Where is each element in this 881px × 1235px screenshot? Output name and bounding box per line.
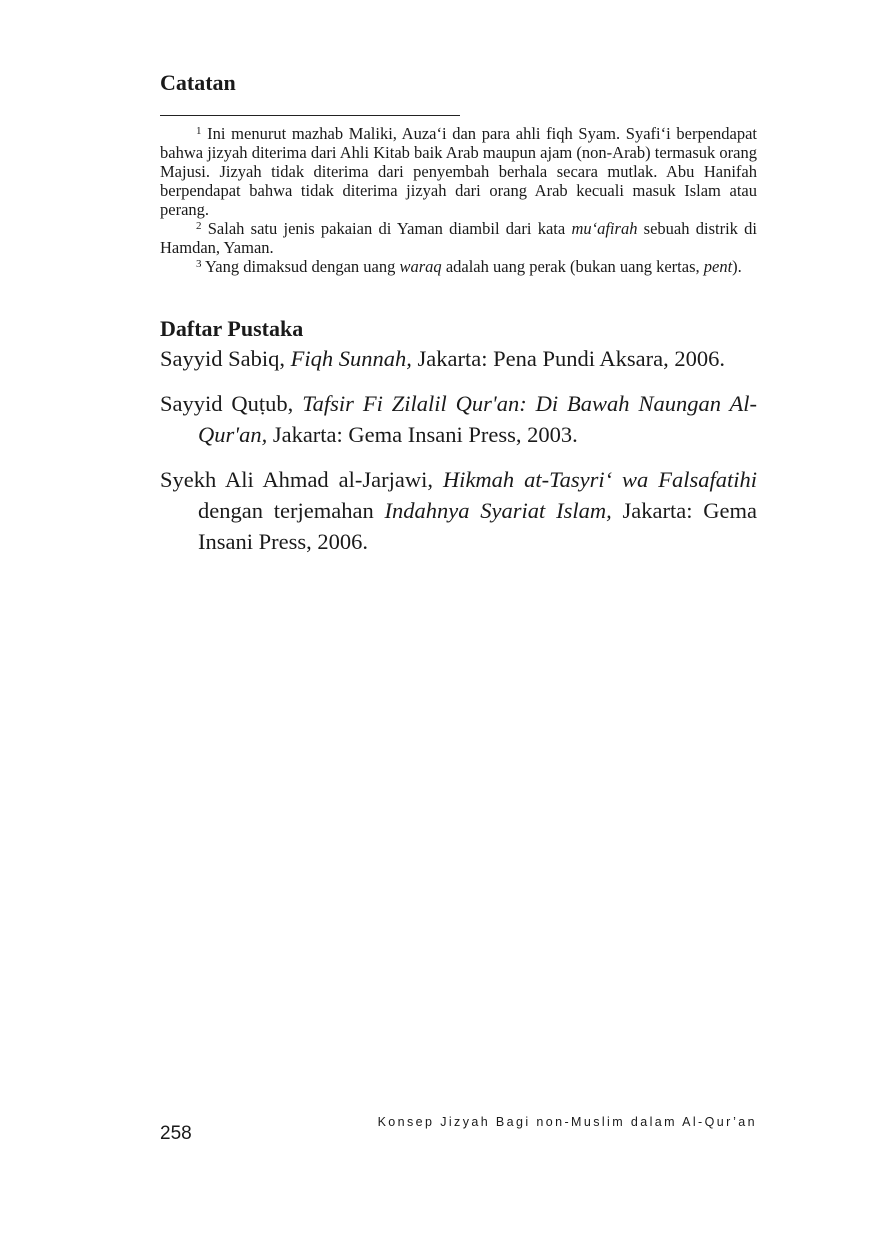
footnote-text: ). [732,257,742,276]
footnotes-section [160,124,757,276]
reference-title: Hikmah at-Tasyri‘ wa Falsafatihi [442,467,758,492]
reference-author: Syekh Ali Ahmad al-Jarjawi, [160,467,443,492]
footnote-text: Salah satu jenis pakaian di Yaman diambil dari kata [207,219,572,238]
footnote-1 [160,124,757,219]
page-number: 258 [160,1123,192,1144]
footnote-text: adalah uang perak (bukan uang kertas, [441,257,704,276]
reference-publisher: Jakarta: Pena Pundi Aksara, 2006. [411,346,725,371]
footnote-italic-term: waraq [399,257,442,276]
notes-heading: Catatan [160,70,236,95]
footnote-2 [160,219,757,257]
reference-item [160,343,757,374]
footnote-3 [160,257,757,276]
reference-item [160,464,757,557]
footnote-divider [160,115,460,116]
running-title: Konsep Jizyah Bagi non-Muslim dalam Al-Qur’an [377,1115,757,1129]
reference-author: Sayyid Sabiq, [160,346,291,371]
reference-translation-note: dengan terjemahan [198,498,385,523]
reference-title: Tafsir Fi Zilalil Qur'an: Di Bawah Naungan Al-Qur'an, [198,391,757,447]
footnote-italic-term: mu‘afirah [571,219,638,238]
footnote-text: Ini menurut mazhab Maliki, Auza‘i dan para ahli fiqh Syam. Syafi‘i berpendapat bahwa jizyah diterima dari Ahli Kitab baik Arab maupun ajam (non-Arab) termasuk orang Majusi. Jizyah tidak diterima dari penyembah berhala secara mutlak. Abu Hanifah berpendapat bahwa tidak diterima jizyah dari orang Arab kecuali masuk Islam atau perang. [160,124,758,219]
reference-publisher: Jakarta: Gema Insani Press, 2006. [198,498,757,554]
reference-translated-title: Indahnya Syariat Islam, [384,498,612,523]
references-list [160,343,757,571]
references-heading: Daftar Pustaka [160,316,304,341]
reference-author: Sayyid Quṭub, [160,391,303,416]
footnote-text: Yang dimaksud dengan uang [205,257,400,276]
reference-title: Fiqh Sunnah, [290,346,412,371]
reference-publisher: Jakarta: Gema Insani Press, 2003. [267,422,578,447]
footnote-number: 3 [196,258,202,270]
reference-item [160,388,757,450]
footnote-number: 1 [196,125,202,137]
footnote-text: sebuah distrik di Hamdan, Yaman. [160,219,757,257]
footnote-number: 2 [196,220,202,232]
footnote-italic-term: pent [703,257,733,276]
